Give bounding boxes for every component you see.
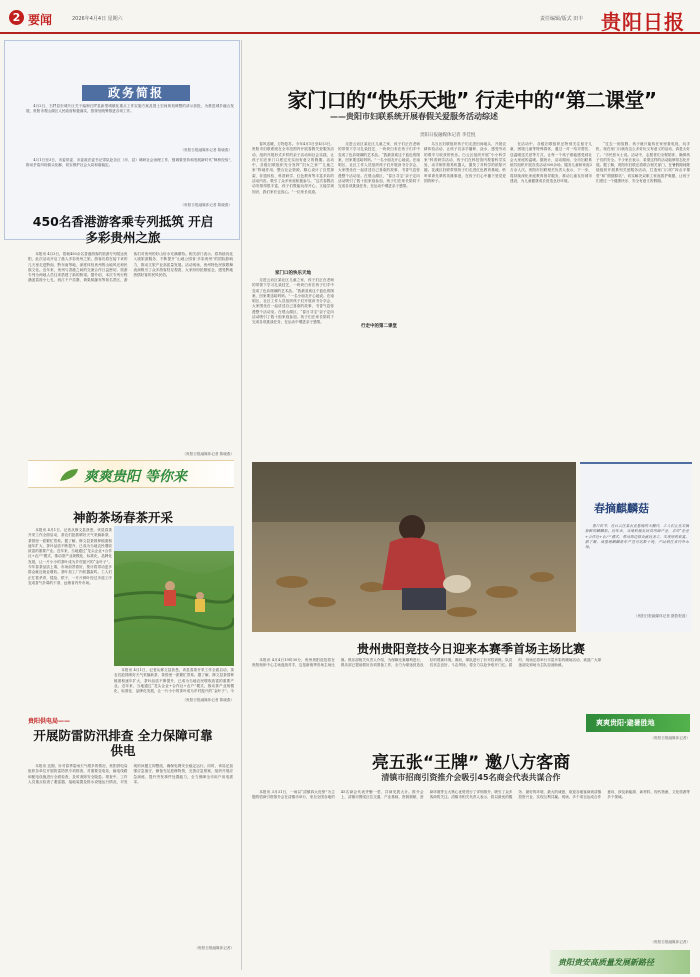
invest-headline: 亮五张“王牌” 邀八方客商 [371,753,571,773]
mushroom-photo [252,462,576,632]
promo-text: 爽爽贵阳 等你来 [84,469,187,485]
farmer-illustration [252,462,576,632]
main-byline: 贵阳日报融媒体记者 李佳悦 [420,133,476,138]
brief-source-1: （贵阳日报融媒体记者 陈晓燕） [180,148,232,152]
main-col-1b: 走进云岩区某社区儿童之家，孩子们正在老师的带领下学习扎染技艺，一块块白布在孩子们手中变成了色彩斑斓的艺术品。“我最喜欢这个蓝色的图案，回家要送给妈妈。”一名小朋友开心地说。在南明区，社区工作人员组织孩子们开展读书分享会，大家围坐在一起讲述自己喜欢的故事，书香气息弥漫整个活动室。在观山湖区，“春日寻宝”亲子定向活动吸引了数十组家庭参加，孩子们在家长陪同下完成各项挑战任务，在运动中增进亲子感情。 [252,278,334,325]
sport-body: 本报讯 4月4日19时30分，贵州贵阳竞技将在贵阳奥体中心主场迎战对手，这是新赛季首场主场比赛。俱乐部相关负责人介绍，为保障比赛顺利进行，俱乐部已提前做好各项准备工作，全力为球迷营造良好的观赛环境。赛前，球队进行了针对性训练，队员们状态良好，斗志昂扬，将全力以赴争取开门红。届时，现场还将举行丰富多彩的暖场活动，欢迎广大球迷朋友到场为主队加油助威。 [252,658,602,668]
hk-headline: 450名香港游客乘专列抵筑 开启多彩贵州之旅 [32,214,214,245]
invest-body: 本报讯 3月31日，一场以“清镇四大优势”为主题的招商引资推介会在清镇市举行，来自全国各地的45名商会代表齐聚一堂，共商发展大计。推介会上，清镇市围绕区位交通、产业基础、资源禀赋、营商环境等五大核心优势进行了详细推介，吸引了众多客商的关注。清镇市相关负责人表示，将以最优的服务、最好的环境、最大的诚意，欢迎各地客商到清镇投资兴业，实现互利共赢。现场，多个项目达成合作意向，涉及新能源、新材料、现代物流、文化旅游等多个领域。 [252,790,690,800]
power-kicker: 贵阳供电局—— [28,718,71,725]
tea-body: 本报讯 4月1日，记者从修文县获悉，该县春茶开采工作全面启动，茶农们抢抓晴好天气采摘新茶，茶园里一派繁忙景象。据了解，修文县茶园种植面积逐年扩大，茶叶品质不断提升，已成为当地农民增收致富的重要产业。近年来，当地通过“龙头企业+合作社+农户”模式，推动茶产业规模化、标准化、品牌化发展，让一片小小的茶叶成为乡村振兴的“金叶子”。今年春茶品质上乘，市场前景看好，预计将带动更多群众就近就业增收。茶叶加工厂内机器轰鸣，工人们正忙着杀青、揉捻、烘干，一片片鲜叶经过多道工序变成香气扑鼻的干茶，远销省内外市场。 [28,528,112,585]
main-col-4: 在活动中，各级妇联组织还特别关注留守儿童、困境儿童等特殊群体，通过一对一结对帮扶、送温暖送关爱等方式，让每一个孩子都能感受到社会大家庭的温暖。据统计，活动期间，全市妇联系统共组织开展各类活动300余场，服务儿童和家庭2万余人次。贵阳市妇联相关负责人表示，下一步，将持续深化家庭教育指导服务，推动儿童友好城市建设，为儿童健康成长营造良好环境。 [510,142,592,184]
editor-credit: 责任编辑/版式 田丰 [540,16,584,22]
tea-source: （贵阳日报融媒体记者 陈晓燕） [182,698,234,702]
power-headline: 开展防雷防汛排查 全力保障可靠供电 [33,728,213,758]
tea-photo [114,526,234,666]
promo-banner [28,460,234,488]
footer-banner [550,950,690,974]
issue-date: 2026年4月4日 星期六 [72,16,123,22]
tea-body-cont: 本报讯 4月1日，记者从修文县获悉，该县春茶开采工作全面启动，茶农们抢抓晴好天气采摘新茶，茶园里一派繁忙景象。据了解，修文县茶园种植面积逐年扩大，茶叶品质不断提升，已成为当地农民增收致富的重要产业。近年来，当地通过“龙头企业+合作社+农户”模式，推动茶产业规模化、标准化、品牌化发展，让一片小小的茶叶成为乡村振兴的“金叶子”。今 [114,668,234,694]
brief-title: 政务简报 [82,85,190,101]
brief-source-2: （贵阳日报融媒体记者 陈晓燕） [180,203,232,207]
power-body: 本报讯 近期，针对春季雷雨天气增多的情况，贵阳供电局组织各单位开展防雷防汛专项排查，对重要变电站、输电线路和配电设施进行全面检查，及时消除安全隐患。排查中，工作人员重点检查了避雷器、接地装置及排水设施运行情况，对发现的问题立即整改，确保电网安全稳定运行。同时，该局还加强应急值守，储备充足抢修物资，完善应急预案，组织开展应急演练，提升突发事件处置能力，全力保障全市用户用电需求。 [28,764,233,784]
page-number: 2 [9,10,24,25]
sports-banner-text: 爽爽贵阳·避暑胜地 [596,719,655,727]
mushroom-title: 春摘麒麟菇 [594,502,649,515]
newspaper-logo: 贵阳日报 [601,10,685,34]
sports-banner [586,714,690,732]
footer-banner-text: 贵阳贵安高质量发展新路径 [558,957,654,967]
tea-pickers-illustration [114,526,234,666]
invest-source: （贵阳日报融媒体记者） [650,940,690,944]
hk-source: （贵阳日报融媒体记者 陈晓燕） [182,452,234,456]
section-name: 要闻 [28,13,53,27]
main-col-3: 乌当区妇联组织孩子们走进田间地头，开展农耕体验活动，让孩子们亲手播种、浇水，感受劳动的艰辛与收获的快乐。白云区组织开展“小小科学家”科普研学活动，孩子们在科技馆内观看科学实验，动手制作简易机器人，激发了对科学的浓厚兴趣。花溪区妇联带领孩子们走进红色教育基地，聆听革命先辈的英雄事迹，在孩子们心中播下爱党爱国的种子。 [424,142,506,184]
brief-item-2: 4月1日至3日，市委常委、市委政法委书记带队赴各区（市、县）调研社会治理工作，强调要坚持和发展新时代“枫桥经验”，推动矛盾纠纷源头化解，切实维护社会大局和谐稳定。 [26,158,234,168]
main-subtitle-2: 行走中的第二课堂 [342,323,416,329]
invest-subhead: 清镇市招商引资推介会吸引45名商会代表共谋合作 [381,773,561,782]
main-headline: 家门口的“快乐天地” 行走中的“第二课堂” [287,88,657,112]
mushroom-caption: 春日时节，在白云区某农业基地的大棚内，工人们正在采摘新鲜的麒麟菇。近年来，当地积极发展食用菌产业，采用“企业+合作社+农户”模式，带动周边群众就近务工，实现增收致富。据了解，该基地麒麟菇年产量可达数十吨，产品销往省内外市场。 [585,524,689,550]
main-subhead: ——贵阳市妇联系统开展春假关爱服务活动综述 [330,112,498,121]
sport-headline: 贵州贵阳竞技今日迎来本赛季首场主场比赛 [356,642,585,656]
power-source: （贵阳日报融媒体记者） [194,946,234,950]
main-col-2: 走进云岩区某社区儿童之家，孩子们正在老师的带领下学习扎染技艺，一块块白布在孩子们手中变成了色彩斑斓的艺术品。“我最喜欢这个蓝色的图案，回家要送给妈妈。”一名小朋友开心地说。在南明区，社区工作人员组织孩子们开展读书分享会，大家围坐在一起讲述自己喜欢的故事，书香气息弥漫整个活动室。在观山湖区，“春日寻宝”亲子定向活动吸引了数十组家庭参加，孩子们在家长陪同下完成各项挑战任务，在运动中增进亲子感情。 [338,142,420,189]
main-col-5: “过去一到放假，孩子就只能待在家里看电视、玩手机，现在家门口就有这么多好玩又有意义的活动，真是太好了。”市民张女士说。活动中，志愿者们全程陪伴，确保孩子们的安全。不少家长表示，希望这样的活动能够常态化开展。据了解，贵阳市妇联还将联合相关部门，在暑假期间继续组织开展系列关爱服务活动，打造家门口的“四点半课堂”和“假期驿站”，切实解决双职工家庭看护难题，让孩子们度过一个健康快乐、安全有意义的假期。 [596,142,690,184]
hk-body: 本报讯 4月3日，搭载450余名香港游客的旅游专列抵达贵阳，此次活动开启了港人多彩贵州之旅。游客们将在接下来的几天里走进黔南、黔东南等地，深度体验贵州的山地风光和民族文化。近年来，贵州与香港之间的交流合作日益密切，旅游专列为两地人员往来搭建了新的桥梁。据介绍，本次专列行程涵盖荔波小七孔、西江千户苗寨、黄果树瀑布等知名景区，游客们对贵州的好山好水充满期待。相关部门表示，将持续优化入境旅游服务，不断提升“山地公园省·多彩贵州”的国际影响力，推动文旅产业高质量发展。活动现场，贵州特色民族歌舞表演吸引了众多游客驻足观看，大家纷纷拍照留念，感受黔地热情好客的民风民俗。 [28,252,233,283]
brief-item-1: 4月2日，石阡县东城片区关于编制石阡县新型城镇化重点工作实施方案及国土空间规划调整的请示获批，为推进城乡融合发展，贵阳市观山湖区人民政府积极落实，按规划统筹推进各项工作。 [26,104,234,114]
column-divider [241,40,242,970]
sport-source: （贵阳日报融媒体记者） [650,736,690,740]
tea-headline: 神韵茶场春茶开采 [72,510,173,525]
main-col-1: 春风送暖，万物复苏。今年4月1日至4月3日，贵阳市妇联系统在全市范围内开展春假关爱服务活动，组织开展形式多样的亲子活动和社会实践，让孩子们在家门口度过充实而有意义的假期。活动中，各级妇联组织充分发挥“妇女之家”“儿童之家”阵地作用，整合社会资源，精心设计了自然探索、非遗体验、科普研学、红色教育等丰富多彩的活动内容，吸引了众多家庭积极参与。“这次春假活动安排得很丰富，孩子们既能玩得开心，又能学到知识，我们家长也放心。”一位家长说道。 [252,142,334,194]
leaf-icon [58,467,80,483]
main-subtitle-1: 家门口的快乐天地 [275,271,311,276]
mushroom-credit: （贵阳日报融媒体记者 摄影报道） [633,614,689,618]
